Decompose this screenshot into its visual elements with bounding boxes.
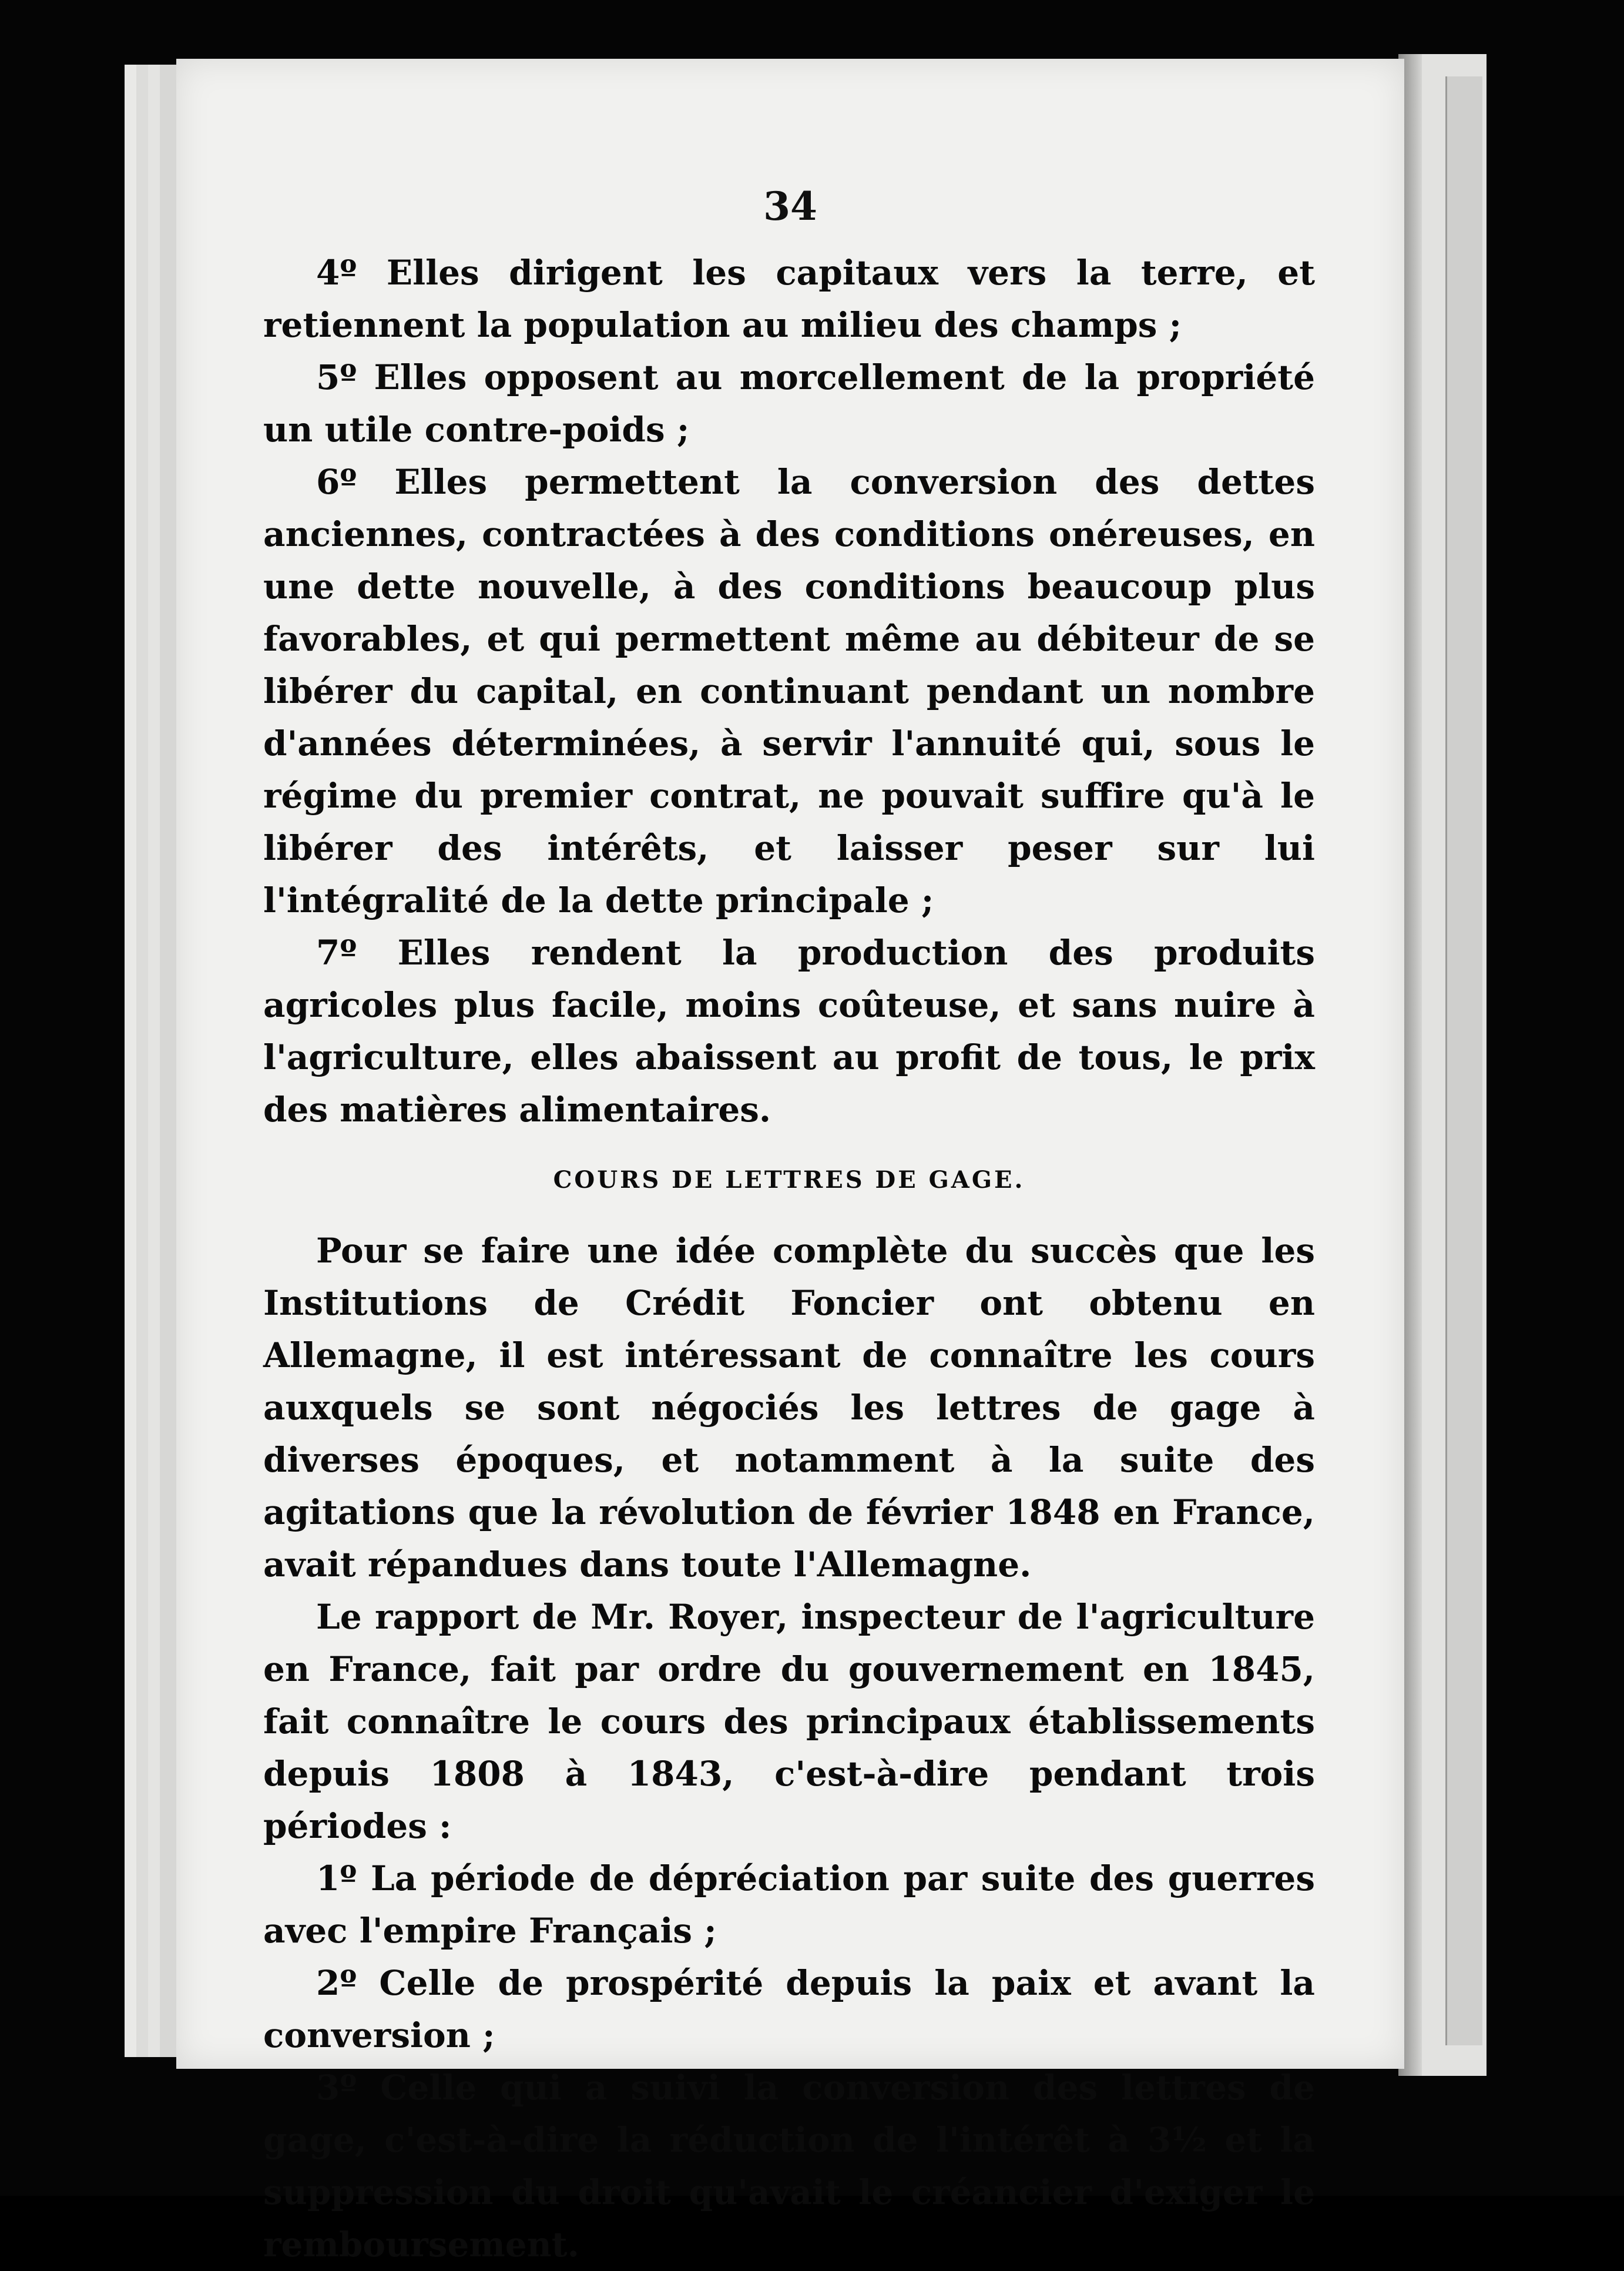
page-number: 34 [763, 183, 817, 229]
section-paragraph-report: Le rapport de Mr. Royer, inspecteur de l'agriculture en France, fait par ordre du gouvernement en 1845, fait connaître le cours des principaux établissements depuis 1808 à 1843, c'est-à-dire pendant trois périodes : [263, 1597, 1315, 1846]
book-page [176, 59, 1404, 2265]
paragraph-item-5: 5º Elles opposent au morcellement de la propriété un utile contre-poids ; [263, 357, 1315, 450]
section-paragraph-intro: Pour se faire une idée complète du succès que les Institutions de Crédit Foncier ont obtenu en Allemagne, il est intéressant de connaître les cours auxquels se sont négociés les lettres de gage à diverses époques, et notamment à la suite des agitations que la révolution de février 1848 en France, avait répandues dans toute l'Allemagne. [263, 1231, 1315, 1585]
paragraph-item-4: 4º Elles dirigent les capitaux vers la terre, et retiennent la population au milieu des champs ; [263, 253, 1315, 345]
facing-page-strip [1445, 76, 1482, 2045]
period-item-3: 3º Celle qui a suivi la conversion des lettres de gage, c'est-à-dire la réduction de l'intérêt à 3½ et la suppression du droit qu'avait le créancier d'exiger le remboursement. [263, 2068, 1315, 2265]
section-heading: COURS DE LETTRES DE GAGE. [553, 1166, 1025, 1194]
paragraph-item-6: 6º Elles permettent la conversion des dettes anciennes, contractées à des conditions onéreuses, en une dette nouvelle, à des conditions beaucoup plus favorables, et qui permettent même au débiteur de se libérer du capital, en continuant pendant un nombre d'années déterminées, à servir l'annuité qui, sous le régime du premier contrat, ne pouvait suffire qu'à le libérer des intérêts, et laisser peser sur lui l'intégralité de la dette principale ; [263, 462, 1315, 920]
page-text [263, 247, 1315, 2271]
period-item-2: 2º Celle de prospérité depuis la paix et avant la conversion ; [263, 1963, 1315, 2055]
paragraph-item-7: 7º Elles rendent la production des produits agricoles plus facile, moins coûteuse, et sans nuire à l'agriculture, elles abaissent au profit de tous, le prix des matières alimentaires. [263, 933, 1315, 1130]
period-item-1: 1º La période de dépréciation par suite des guerres avec l'empire Français ; [263, 1858, 1315, 1951]
